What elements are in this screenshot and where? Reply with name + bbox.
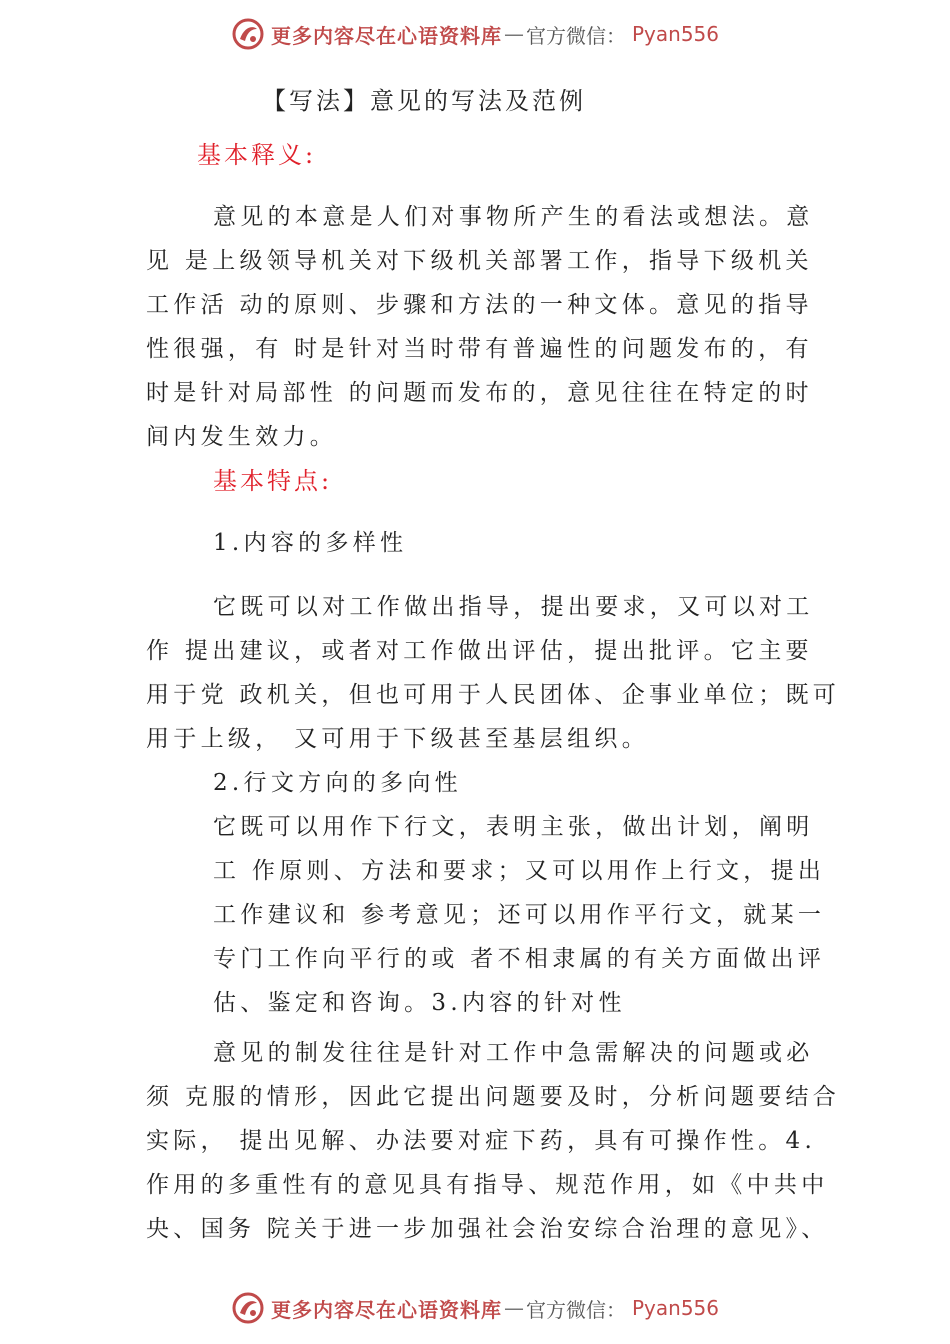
paragraph-line: 用于党 政机关，但也可用于人民团体、企事业单位；既可	[146, 682, 841, 708]
paragraph-line: 见 是上级领导机关对下级机关部署工作，指导下级机关	[146, 248, 813, 274]
paragraph-line: 间内发生效力。	[146, 424, 338, 450]
paragraph-line: 工作活 动的原则、步骤和方法的一种文体。意见的指导	[146, 292, 813, 318]
banner-text: 更多内容尽在心语资料库	[270, 1297, 502, 1322]
paragraph-line: 意见的本意是人们对事物所产生的看法或想法。意	[213, 204, 814, 230]
list-item-heading: 1.内容的多样性	[213, 530, 408, 556]
paragraph-line: 工作建议和 参考意见；还可以用作平行文，就某一	[213, 902, 826, 928]
banner-wechat-id: Pyan556	[631, 22, 719, 46]
paragraph-line: 实际， 提出见解、办法要对症下药，具有可操作性。4.	[146, 1128, 817, 1154]
section-heading-features: 基本特点:	[213, 467, 333, 495]
paragraph-line: 性很强，有 时是针对当时带有普遍性的问题发布的，有	[146, 336, 813, 362]
paragraph-line: 意见的制发往往是针对工作中急需解决的问题或必	[213, 1040, 814, 1066]
paragraph-line: 它既可以用作下行文，表明主张，做出计划，阐明	[213, 814, 814, 840]
logo-icon	[231, 17, 265, 51]
document-title: 【写法】意见的写法及范例	[262, 87, 586, 115]
paragraph-line: 它既可以对工作做出指导，提出要求，又可以对工	[213, 594, 814, 620]
section-heading-definition: 基本释义:	[197, 141, 317, 169]
header-banner	[0, 14, 950, 54]
paragraph-line: 时是针对局部性 的问题而发布的，意见往往在特定的时	[146, 380, 813, 406]
banner-wechat-label: 官方微信：	[525, 23, 626, 48]
paragraph-line: 作用的多重性有的意见具有指导、规范作用，如《中共中	[146, 1172, 829, 1198]
banner-separator: —	[503, 1296, 524, 1320]
paragraph-line: 专门工作向平行的或 者不相隶属的有关方面做出评	[213, 946, 826, 972]
paragraph-line: 央、国务 院关于进一步加强社会治安综合治理的意见》、	[146, 1216, 829, 1242]
paragraph-line: 工 作原则、方法和要求；又可以用作上行文，提出	[213, 858, 826, 884]
banner-wechat-id: Pyan556	[631, 1296, 719, 1320]
banner-text: 更多内容尽在心语资料库	[270, 23, 502, 48]
footer-banner	[0, 1288, 950, 1328]
logo-icon	[231, 1291, 265, 1325]
paragraph-line: 用于上级， 又可用于下级甚至基层组织。	[146, 726, 650, 752]
paragraph-line: 作 提出建议，或者对工作做出评估，提出批评。它主要	[146, 638, 813, 664]
banner-separator: —	[503, 22, 524, 46]
banner-wechat-label: 官方微信：	[525, 1297, 626, 1322]
paragraph-line: 估、鉴定和咨询。3.内容的针对性	[213, 990, 626, 1016]
paragraph-line: 须 克服的情形，因此它提出问题要及时，分析问题要结合	[146, 1084, 841, 1110]
list-item-heading: 2.行文方向的多向性	[213, 770, 462, 796]
